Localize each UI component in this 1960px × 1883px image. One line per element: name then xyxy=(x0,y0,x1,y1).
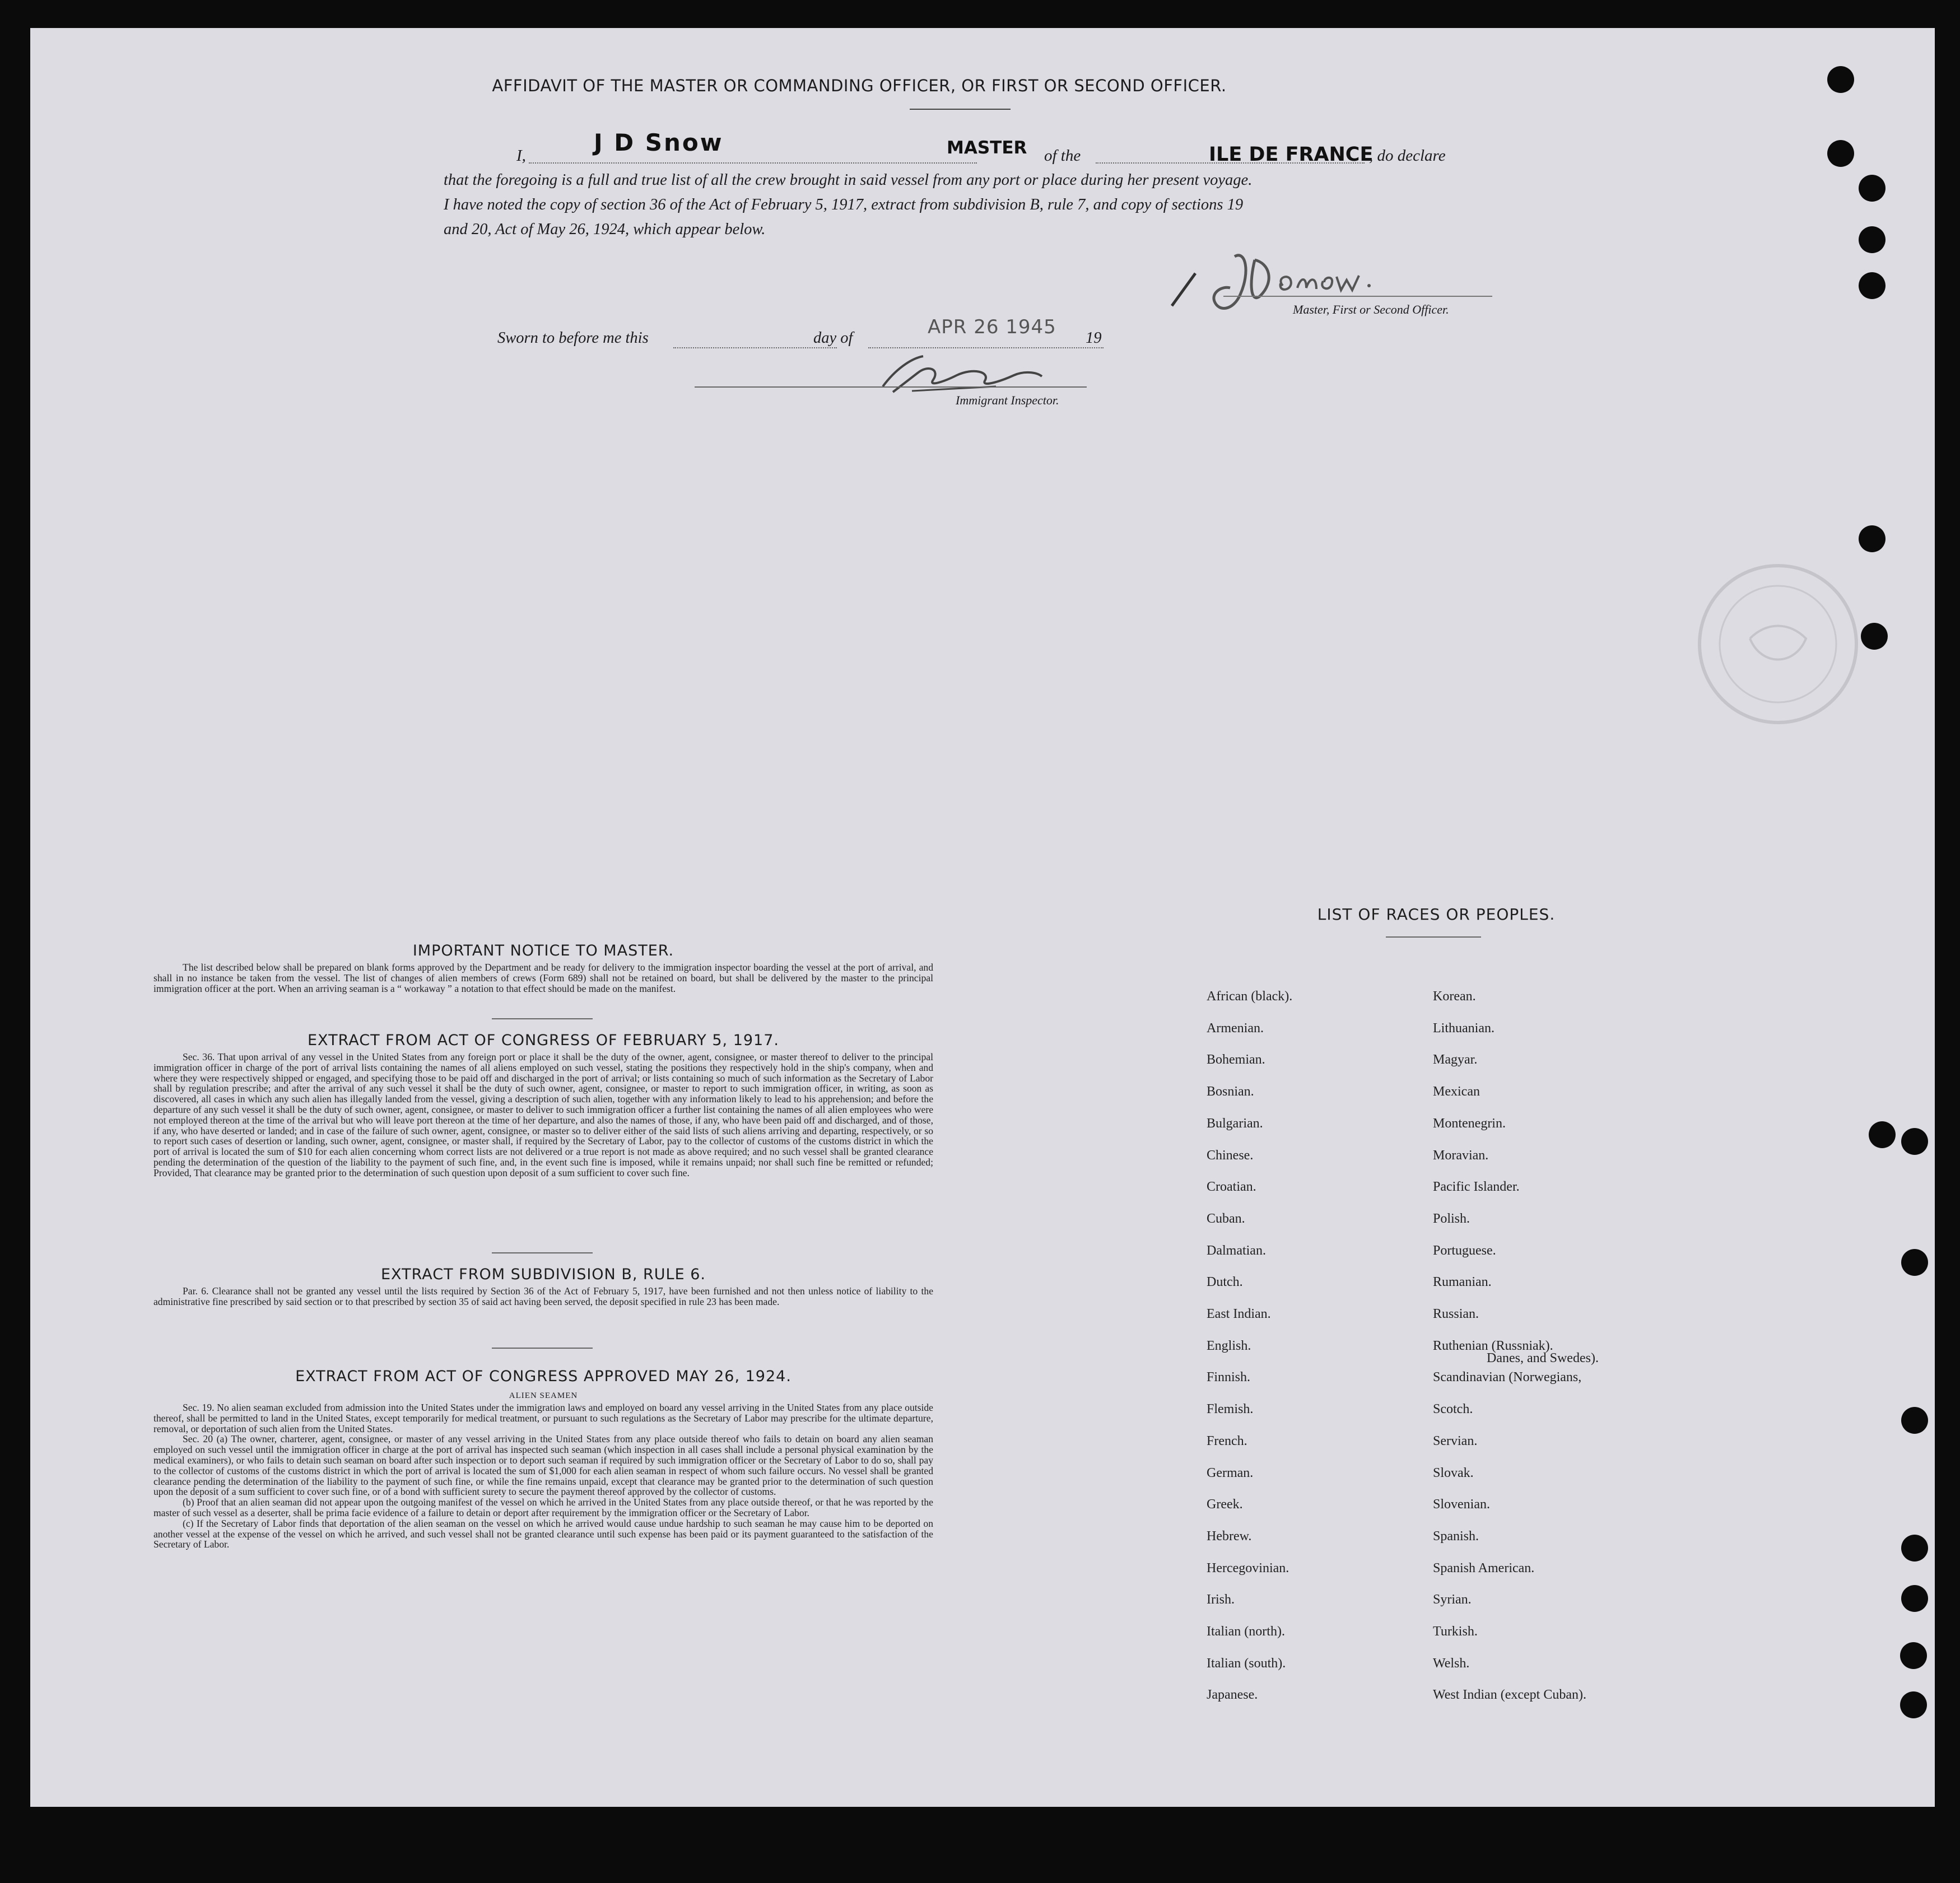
embossed-seal xyxy=(1688,554,1868,734)
race-left-17: Greek. xyxy=(1207,1497,1243,1512)
race-right-14: Scotch. xyxy=(1433,1402,1473,1416)
subdivision-b-body: Par. 6. Clearance shall not be granted any vessel until the lists required by Section 36 of the Act of February 5, 1917, have been furnished and not then unless notice of liability to the administrative fine prescribed by said section or to that prescribed by section 35 of said act having been served, the deposit specified in rule 23 has been made. xyxy=(153,1285,933,1307)
race-left-7: Croatian. xyxy=(1207,1180,1256,1194)
binder-hole-13 xyxy=(1900,1642,1927,1669)
race-right-11: Russian. xyxy=(1433,1307,1479,1321)
races-title-underline xyxy=(1386,936,1481,938)
binder-hole-10 xyxy=(1901,1407,1928,1434)
race-left-5: Bulgarian. xyxy=(1207,1116,1263,1131)
race-left-8: Cuban. xyxy=(1207,1211,1245,1226)
race-right-17: Slovenian. xyxy=(1433,1497,1490,1512)
notice-body: The list described below shall be prepared on blank forms approved by the Department and be ready for delivery to the immigration inspector boarding the vessel at the port of arrival, and shall in no instance be taken from the vessel. The list of changes of alien members of crews (Form 689) shall not be retained on board, but shall be delivered by the master to the principal immigration officer at the port. When an arriving seaman is a “ workaway ” a notation to that effect should be made on the manifest. xyxy=(153,962,933,994)
race-right-3: Magyar. xyxy=(1433,1052,1478,1067)
document-page xyxy=(30,28,1935,1807)
race-right-10: Rumanian. xyxy=(1433,1275,1492,1289)
binder-hole-6 xyxy=(1859,525,1885,552)
extract-1917-body: Sec. 36. That upon arrival of any vessel in the United States from any foreign port or place it shall be the duty of the owner, agent, consignee, or master thereof to deliver to the principal immigration officer in charge of the port of arrival lists containing the names of all aliens employed on such vessel, stating the positions they respectively hold in the ship's company, when and where they were respectively shipped or engaged, and specifying those to be paid off and discharged in the port of arrival; or lists containing so much of such information as the Secretary of Labor shall by regulation prescribe; and after the arrival of any such vessel it shall be the duty of such owner, agent, consignee, or master to report to such immigration officer, in writing, as soon as discovered, all cases in which any such alien has illegally landed from the vessel, giving a description of such alien, together with any information likely to lead to his apprehension; and before the departure of any such vessel it shall be the duty of such owner, agent, consignee, or master to deliver to such immigration officer a further list containing the names of all alien employees who were not employed thereon at the time of the arrival but who will leave port thereon at the time of her departure, and also the names of those, if any, who have been paid off and discharged, and of those, if any, who have deserted or landed; and in case of the failure of such owner, agent, consignee, or master so to deliver either of the said lists of such aliens arriving and departing, respectively, or so to report such cases of desertion or landing, such owner, agent, consignee, or master shall, if required by the Secretary of Labor, pay to the collector of customs of the customs district in which the port of arrival is located the sum of $10 for each alien concerning whom correct lists are not delivered or a true report is not made as above required; and no such vessel shall be granted clearance pending the determination of the question of the liability to the payment of such fine, and, in the event such fine is imposed, while it remains unpaid; nor shall such fine be remitted or refunded; Provided, That clearance may be granted prior to the determination of such question upon deposit of a sum sufficient to cover such fine. xyxy=(153,1051,933,1178)
race-right-7: Pacific Islander. xyxy=(1433,1180,1520,1194)
sec-20b-text: (b) Proof that an alien seaman did not appear upon the outgoing manifest of the vessel on which he arrived in the United States from any place outside thereof, or that he was reported by the master of such vessel as a deserter, shall be prima facie evidence of a failure to detain or deport after requirement by the immigration officer or the Secretary of Labor. xyxy=(153,1497,933,1518)
binder-hole-14 xyxy=(1900,1691,1927,1718)
alien-seamen-subtitle: ALIEN SEAMEN xyxy=(509,1391,578,1400)
race-left-11: East Indian. xyxy=(1207,1307,1271,1321)
binder-hole-9 xyxy=(1901,1249,1928,1276)
race-right-13: Scandinavian (Norwegians, xyxy=(1433,1370,1582,1385)
race-left-4: Bosnian. xyxy=(1207,1084,1254,1099)
race-right-15: Servian. xyxy=(1433,1434,1478,1448)
binder-hole-2 xyxy=(1827,140,1854,167)
binder-hole-5 xyxy=(1859,272,1885,299)
race-right-22: Welsh. xyxy=(1433,1656,1470,1671)
divider-2 xyxy=(492,1252,593,1253)
race-right-21: Turkish. xyxy=(1433,1624,1478,1639)
race-right-18: Spanish. xyxy=(1433,1529,1479,1544)
affidavit-line-3: I have noted the copy of section 36 of the Act of February 5, 1917, extract from subdivision B, rule 7, and copy of sections 19 xyxy=(444,196,1244,213)
race-left-10: Dutch. xyxy=(1207,1275,1243,1289)
of-the-text: of the xyxy=(1044,147,1081,165)
notice-title: IMPORTANT NOTICE TO MASTER. xyxy=(412,942,674,959)
race-right-9: Portuguese. xyxy=(1433,1243,1496,1258)
year-prefix: 19 xyxy=(1086,329,1102,347)
binder-hole-8 xyxy=(1901,1128,1928,1155)
binder-hole-7 xyxy=(1861,623,1888,650)
race-left-23: Japanese. xyxy=(1207,1688,1258,1702)
affidavit-line-2: that the foregoing is a full and true list of all the crew brought in said vessel from any port or place during her present voyage. xyxy=(444,171,1253,189)
inspector-signature-line xyxy=(695,386,1087,388)
race-right-12: Ruthenian (Russniak). xyxy=(1433,1339,1553,1353)
subdivision-b-title: EXTRACT FROM SUBDIVISION B, RULE 6. xyxy=(381,1266,706,1283)
race-right-4: Mexican xyxy=(1433,1084,1480,1099)
race-left-1: African (black). xyxy=(1207,989,1293,1004)
race-right-6: Moravian. xyxy=(1433,1148,1489,1163)
race-left-13: Finnish. xyxy=(1207,1370,1251,1385)
race-left-20: Irish. xyxy=(1207,1592,1235,1607)
vessel-name: ILE DE FRANCE xyxy=(1209,143,1374,166)
sworn-text: Sworn to before me this xyxy=(497,329,649,347)
divider-1 xyxy=(492,1018,593,1019)
race-left-3: Bohemian. xyxy=(1207,1052,1265,1067)
race-left-12: English. xyxy=(1207,1339,1251,1353)
race-continuation: Danes, and Swedes). xyxy=(1487,1351,1599,1365)
race-right-2: Lithuanian. xyxy=(1433,1021,1495,1036)
race-right-20: Syrian. xyxy=(1433,1592,1472,1607)
races-title: LIST OF RACES OR PEOPLES. xyxy=(1317,905,1556,924)
race-right-19: Spanish American. xyxy=(1433,1561,1535,1576)
master-name-handwritten: J D Snow xyxy=(594,129,724,156)
extract-1924-body xyxy=(153,1402,933,1550)
race-right-5: Montenegrin. xyxy=(1433,1116,1506,1131)
binder-hole-11 xyxy=(1901,1535,1928,1562)
race-left-15: French. xyxy=(1207,1434,1247,1448)
race-left-19: Hercegovinian. xyxy=(1207,1561,1289,1576)
extract-1917-title: EXTRACT FROM ACT OF CONGRESS OF FEBRUARY 5, 1917. xyxy=(308,1032,779,1049)
affidavit-line-4: and 20, Act of May 26, 1924, which appear below. xyxy=(444,221,766,238)
binder-hole-4 xyxy=(1859,226,1885,253)
sec-20a-text: Sec. 20 (a) The owner, charterer, agent, consignee, or master of any vessel arriving in the United States from any place outside thereof who fails to detain on board any alien seaman employed on such vessel until the immigration officer in charge at the port of arrival has inspected such seaman (which inspection in all cases shall include a personal physical examination by the medical examiners), or who fails to detain such seaman on board after such inspection or to deport such seaman if required by such immigration officer or the Secretary of Labor to do so, shall pay to the collector of customs of the customs district in which the port of arrival is located the sum of $1,000 for each alien seaman in respect of whom such failure occurs. No vessel shall be granted clearance pending the determination of the liability to the payment of such fine, or while the fine remains unpaid, except that clearance may be granted prior to the determination of such question upon the deposit of a sum sufficient to cover such fine, or of a bond with sufficient surety to secure the payment thereof approved by the collector of customs. xyxy=(153,1433,933,1498)
race-left-16: German. xyxy=(1207,1466,1254,1480)
race-right-1: Korean. xyxy=(1433,989,1476,1004)
race-left-22: Italian (south). xyxy=(1207,1656,1286,1671)
rank-field: MASTER xyxy=(947,138,1027,158)
sec-19-text: Sec. 19. No alien seaman excluded from admission into the United States under the immigration laws and employed on board any vessel arriving in the United States from any place outside thereof, shall be permitted to land in the United States, except temporarily for medical treatment, or pursuant to such regulations as the Secretary of Labor may prescribe for the ultimate departure, removal, or deportation of such alien from the United States. xyxy=(153,1402,933,1434)
binder-hole-12 xyxy=(1901,1585,1928,1612)
sec-20c-text: (c) If the Secretary of Labor finds that deportation of the alien seaman on the vessel on which he arrived would cause undue hardship to such seaman he may cause him to be deported on another vessel at the expense of the vessel on which he arrived, and such vessel shall not be granted clearance until such expense has been paid or its payment guaranteed to the satisfaction of the Secretary of Labor. xyxy=(153,1517,933,1550)
race-left-14: Flemish. xyxy=(1207,1402,1254,1416)
affidavit-i: I, xyxy=(516,147,526,165)
binder-hole-3 xyxy=(1859,175,1885,202)
extract-1924-title: EXTRACT FROM ACT OF CONGRESS APPROVED MAY 26, 1924. xyxy=(295,1368,792,1385)
race-left-9: Dalmatian. xyxy=(1207,1243,1266,1258)
day-of-text: day of xyxy=(813,329,853,347)
binder-hole-15 xyxy=(1869,1121,1896,1148)
master-signature-caption: Master, First or Second Officer. xyxy=(1293,302,1449,316)
binder-hole-1 xyxy=(1827,66,1854,93)
race-left-21: Italian (north). xyxy=(1207,1624,1285,1639)
race-left-6: Chinese. xyxy=(1207,1148,1254,1163)
divider-3 xyxy=(492,1348,593,1349)
race-right-16: Slovak. xyxy=(1433,1466,1474,1480)
date-stamp: APR 26 1945 xyxy=(928,316,1056,338)
inspector-caption: Immigrant Inspector. xyxy=(956,393,1059,407)
sworn-day-line xyxy=(673,347,837,348)
race-right-8: Polish. xyxy=(1433,1211,1470,1226)
race-right-23: West Indian (except Cuban). xyxy=(1433,1688,1586,1702)
do-declare-text: , do declare xyxy=(1369,147,1446,165)
affidavit-title: AFFIDAVIT OF THE MASTER OR COMMANDING OFFICER, OR FIRST OR SECOND OFFICER. xyxy=(492,76,1227,95)
race-left-2: Armenian. xyxy=(1207,1021,1264,1036)
name-field-line xyxy=(529,162,977,164)
title-underline xyxy=(910,109,1011,110)
race-left-18: Hebrew. xyxy=(1207,1529,1252,1544)
master-signature-line xyxy=(1223,296,1492,297)
